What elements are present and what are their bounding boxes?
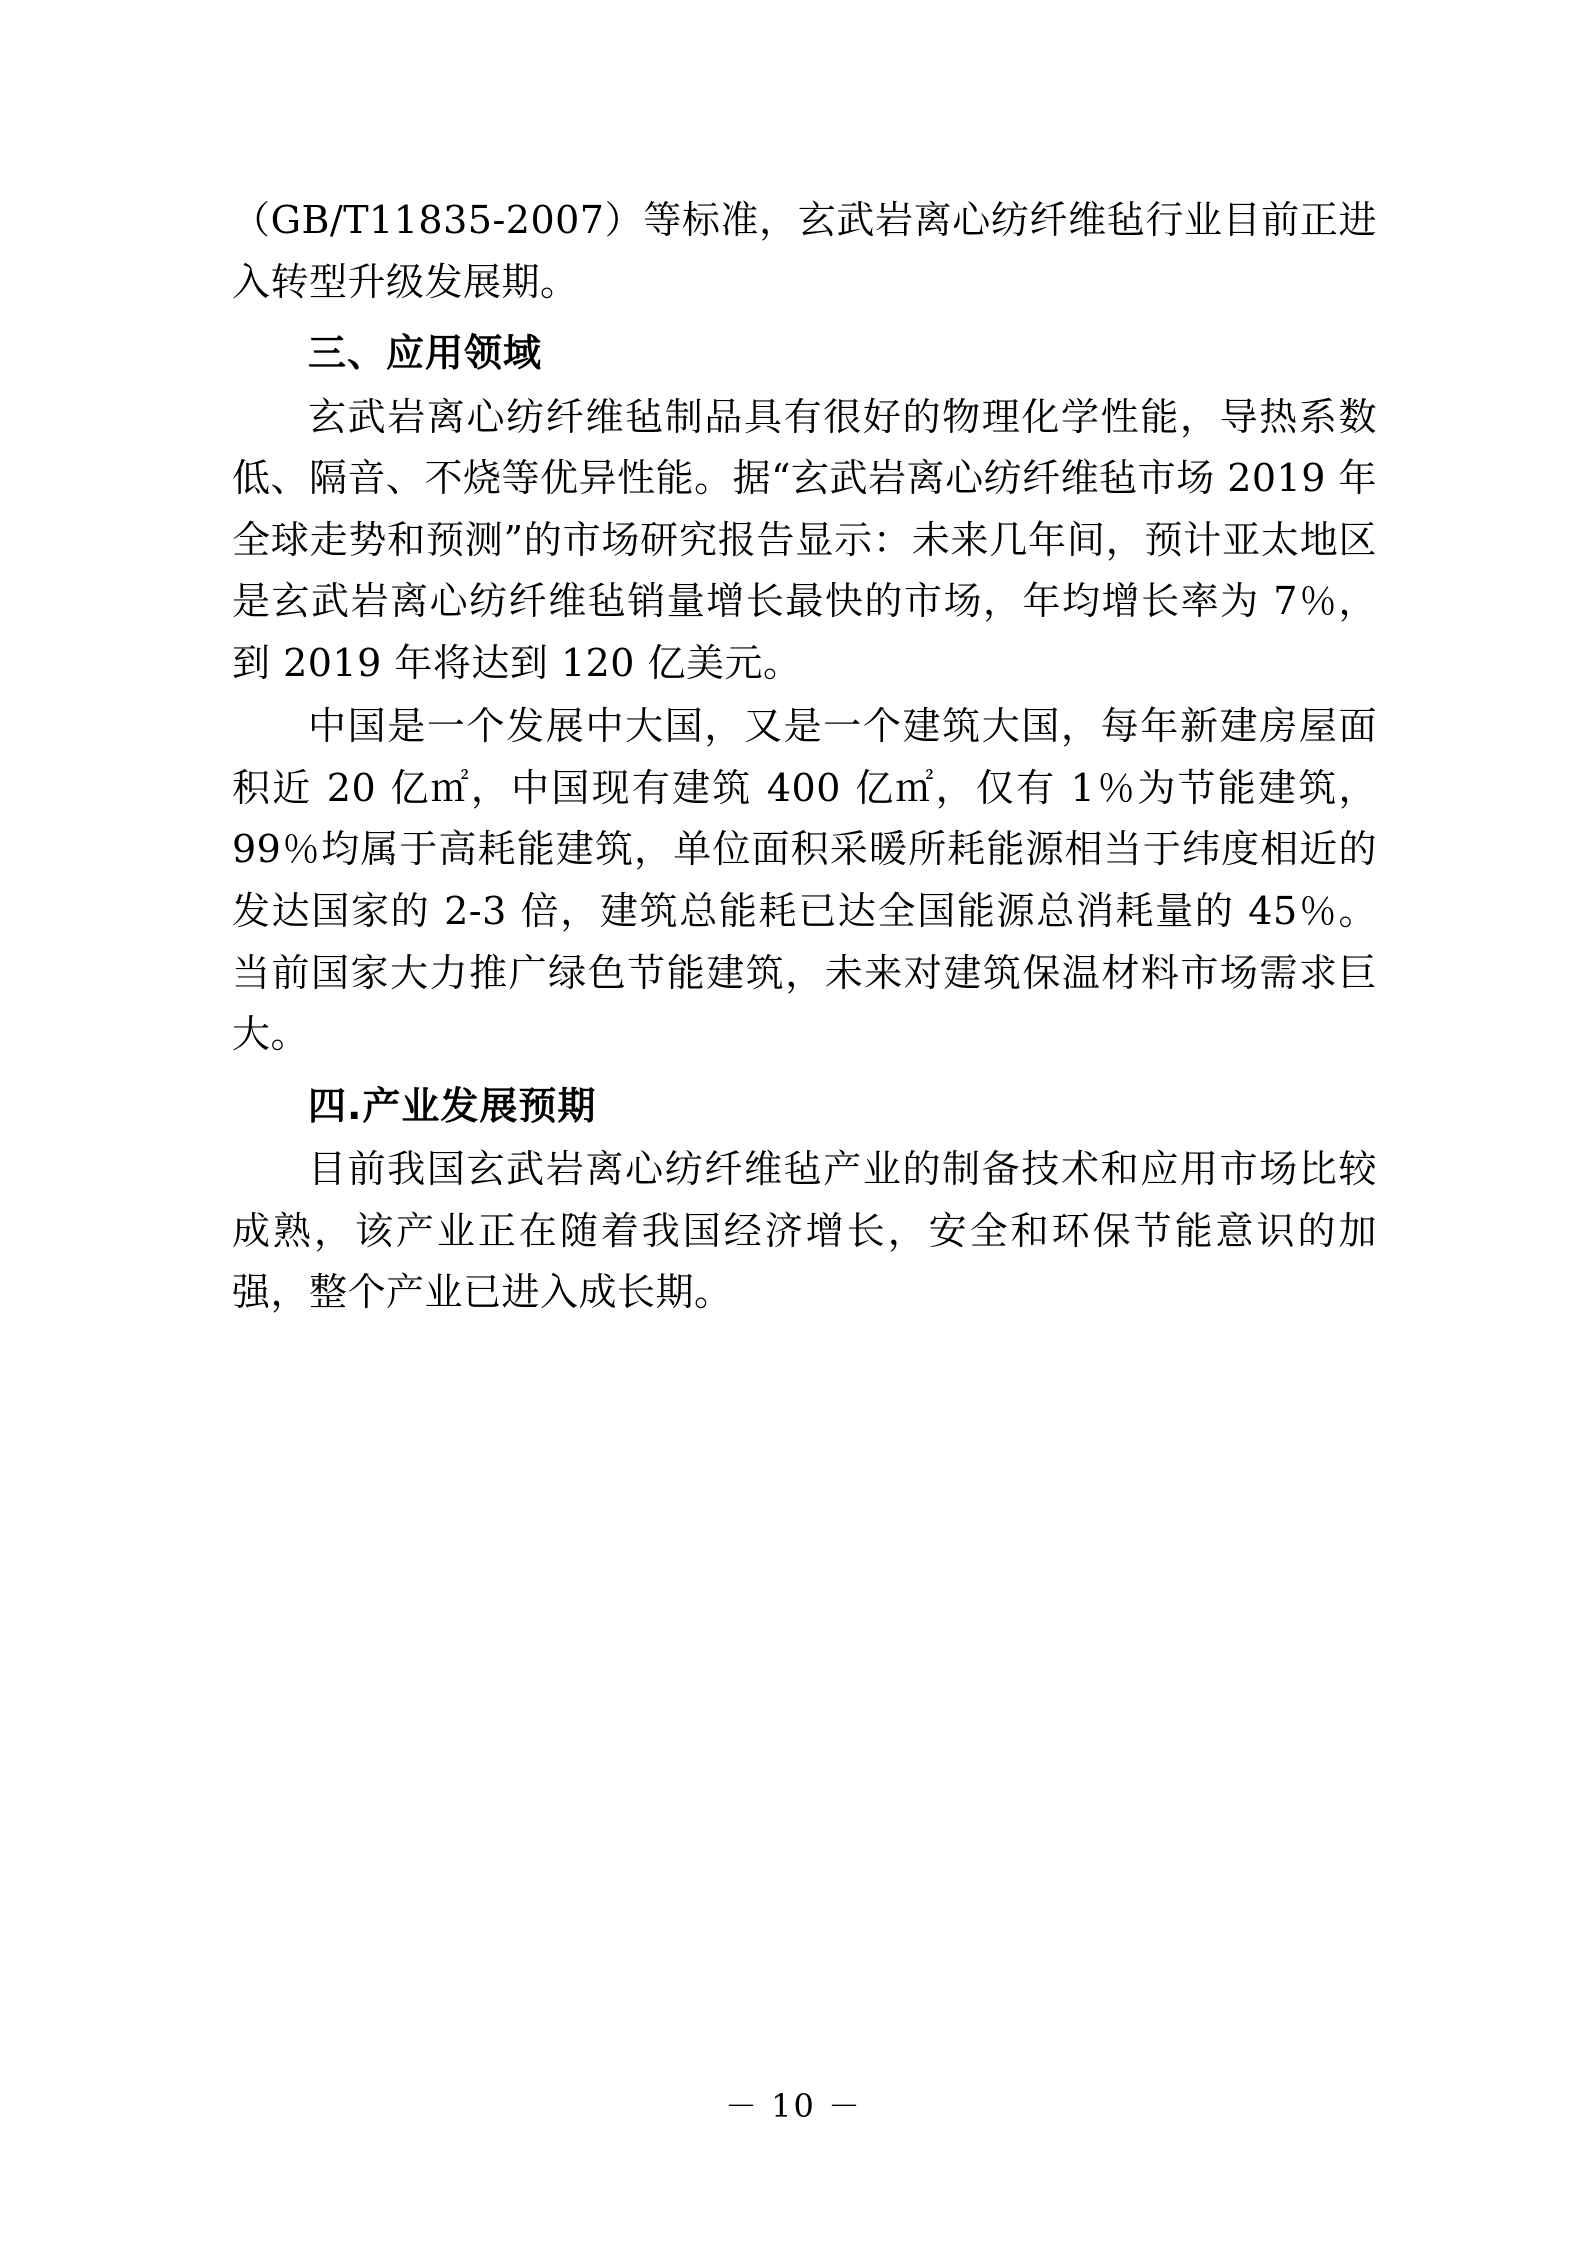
page-number: － 10 －: [724, 2087, 863, 2125]
paragraph-product-properties: 玄武岩离心纺纤维毡制品具有很好的物理化学性能，导热系数低、隔音、不烧等优异性能。据“玄武岩离心纺纤维毡市场 2019 年全球走势和预测”的市场研究报告显示：未来几年间，预计亚太地区是玄武岩离心纺纤维毡销量增长最快的市场，年均增长率为 7％，到 2019 年将达到 120 亿美元。: [232, 394, 1377, 685]
section-heading-application-areas: 三、应用领域: [308, 331, 543, 376]
paragraph-china-construction: 中国是一个发展中大国，又是一个建筑大国，每年新建房屋面积近 20 亿㎡，中国现有建筑 400 亿㎡，仅有 1％为节能建筑，99％均属于高耗能建筑，单位面积采暖所耗能源相当于纬度相近的发达国家的 2-3 倍，建筑总能耗已达全国能源总消耗量的 45％。当前国家大力推广绿色节能建筑，未来对建筑保温材料市场需求巨大。: [232, 704, 1377, 1057]
paragraph-standards-intro: （GB/T11835-2007）等标准，玄武岩离心纺纤维毡行业目前正进入转型升级发展期。: [232, 198, 1377, 304]
paragraph-industry-maturity: 目前我国玄武岩离心纺纤维毡产业的制备技术和应用市场比较成熟，该产业正在随着我国经济增长，安全和环保节能意识的加强，整个产业已进入成长期。: [232, 1147, 1377, 1315]
section-heading-industry-outlook: 四.产业发展预期: [308, 1083, 597, 1128]
